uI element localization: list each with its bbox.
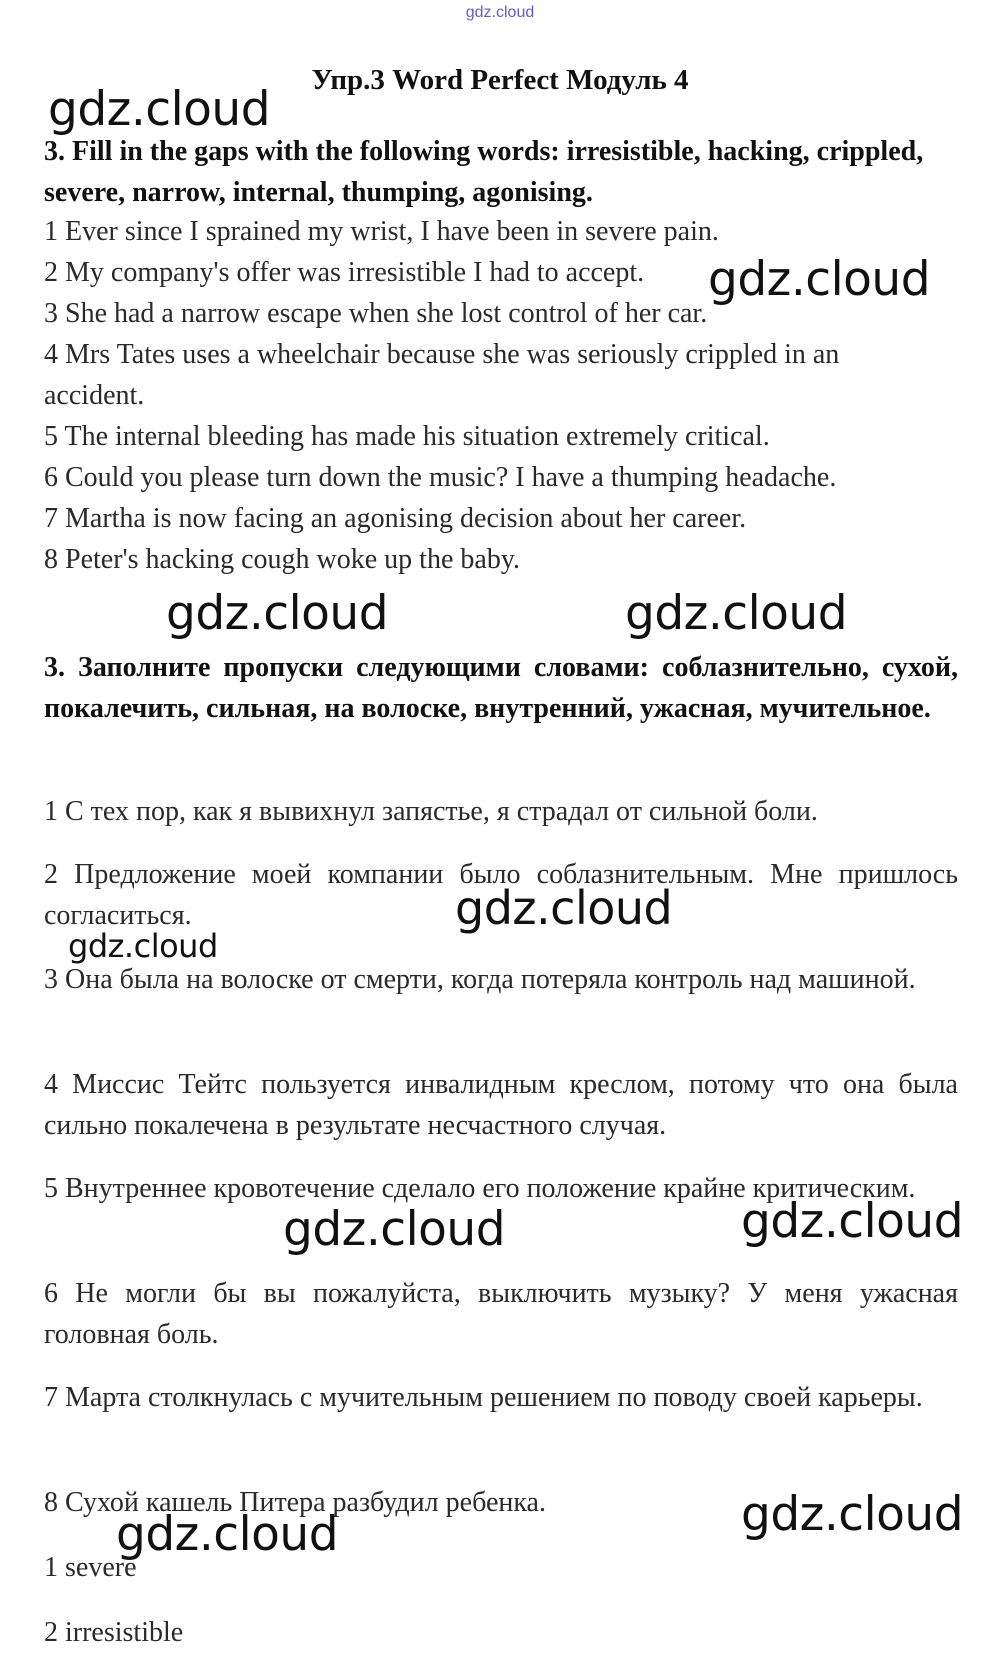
russian-sentence-3: 3 Она была на волоске от смерти, когда потеряла контроль над машиной.: [44, 964, 916, 995]
english-sentence-6: 6 Could you please turn down the music? I have a thumping headache.: [44, 462, 837, 493]
watermark-logo: gdz.cloud: [283, 1202, 506, 1257]
russian-sentence-5: 5 Внутреннее кровотечение сделало его положение крайне критическим.: [44, 1173, 916, 1204]
watermark-logo: gdz.cloud: [116, 1507, 339, 1562]
english-task-heading: 3. Fill in the gaps with the following words: irresistible, hacking, crippled, severe, narrow, internal, thumping, agonising.: [44, 136, 924, 208]
watermark-logo: gdz.cloud: [166, 586, 389, 641]
english-sentence-5: 5 The internal bleeding has made his situation extremely critical.: [44, 421, 770, 452]
watermark-logo: gdz.cloud: [455, 881, 673, 935]
english-sentence-8: 8 Peter's hacking cough woke up the baby.: [44, 544, 520, 575]
watermark-logo: gdz.cloud: [708, 252, 931, 307]
russian-sentence-2: 2 Предложение моей компании было соблазнительным. Мне пришлось согласиться.: [44, 859, 958, 931]
russian-sentence-1: 1 С тех пор, как я вывихнул запястье, я страдал от сильной боли.: [44, 796, 818, 827]
answer-1: 1 severe: [44, 1552, 137, 1583]
english-sentence-4-continued: accident.: [44, 380, 145, 411]
english-sentence-4: 4 Mrs Tates uses a wheelchair because she was seriously crippled in an: [44, 339, 840, 370]
watermark-logo: gdz.cloud: [48, 82, 271, 137]
russian-sentence-4: 4 Миссис Тейтс пользуется инвалидным креслом, потому что она была сильно покалечена в результате несчастного случая.: [44, 1069, 958, 1141]
english-sentence-1: 1 Ever since I sprained my wrist, I have been in severe pain.: [44, 216, 719, 247]
watermark-logo: gdz.cloud: [741, 1487, 964, 1542]
english-sentence-2: 2 My company's offer was irresistible I had to accept.: [44, 257, 645, 288]
watermark-logo: gdz.cloud: [68, 927, 218, 965]
watermark-logo: gdz.cloud: [625, 586, 848, 641]
watermark-logo: gdz.cloud: [741, 1194, 964, 1249]
russian-sentence-6: 6 Не могли бы вы пожалуйста, выключить музыку? У меня ужасная головная боль.: [44, 1278, 958, 1350]
russian-task-heading: 3. Заполните пропуски следующими словами: соблазнительно, сухой, покалечить, сильная, на волоске, внутренний, ужасная, мучительное.: [44, 652, 958, 724]
page-title: Упр.3 Word Perfect Модуль 4: [311, 64, 689, 96]
russian-sentence-8: 8 Сухой кашель Питера разбудил ребенка.: [44, 1487, 546, 1518]
russian-sentence-7: 7 Марта столкнулась с мучительным решением по поводу своей карьеры.: [44, 1382, 923, 1413]
answer-2: 2 irresistible: [44, 1617, 184, 1648]
site-watermark-top: gdz.cloud: [465, 4, 535, 21]
english-sentence-3: 3 She had a narrow escape when she lost control of her car.: [44, 298, 708, 329]
english-sentence-7: 7 Martha is now facing an agonising decision about her career.: [44, 503, 747, 534]
